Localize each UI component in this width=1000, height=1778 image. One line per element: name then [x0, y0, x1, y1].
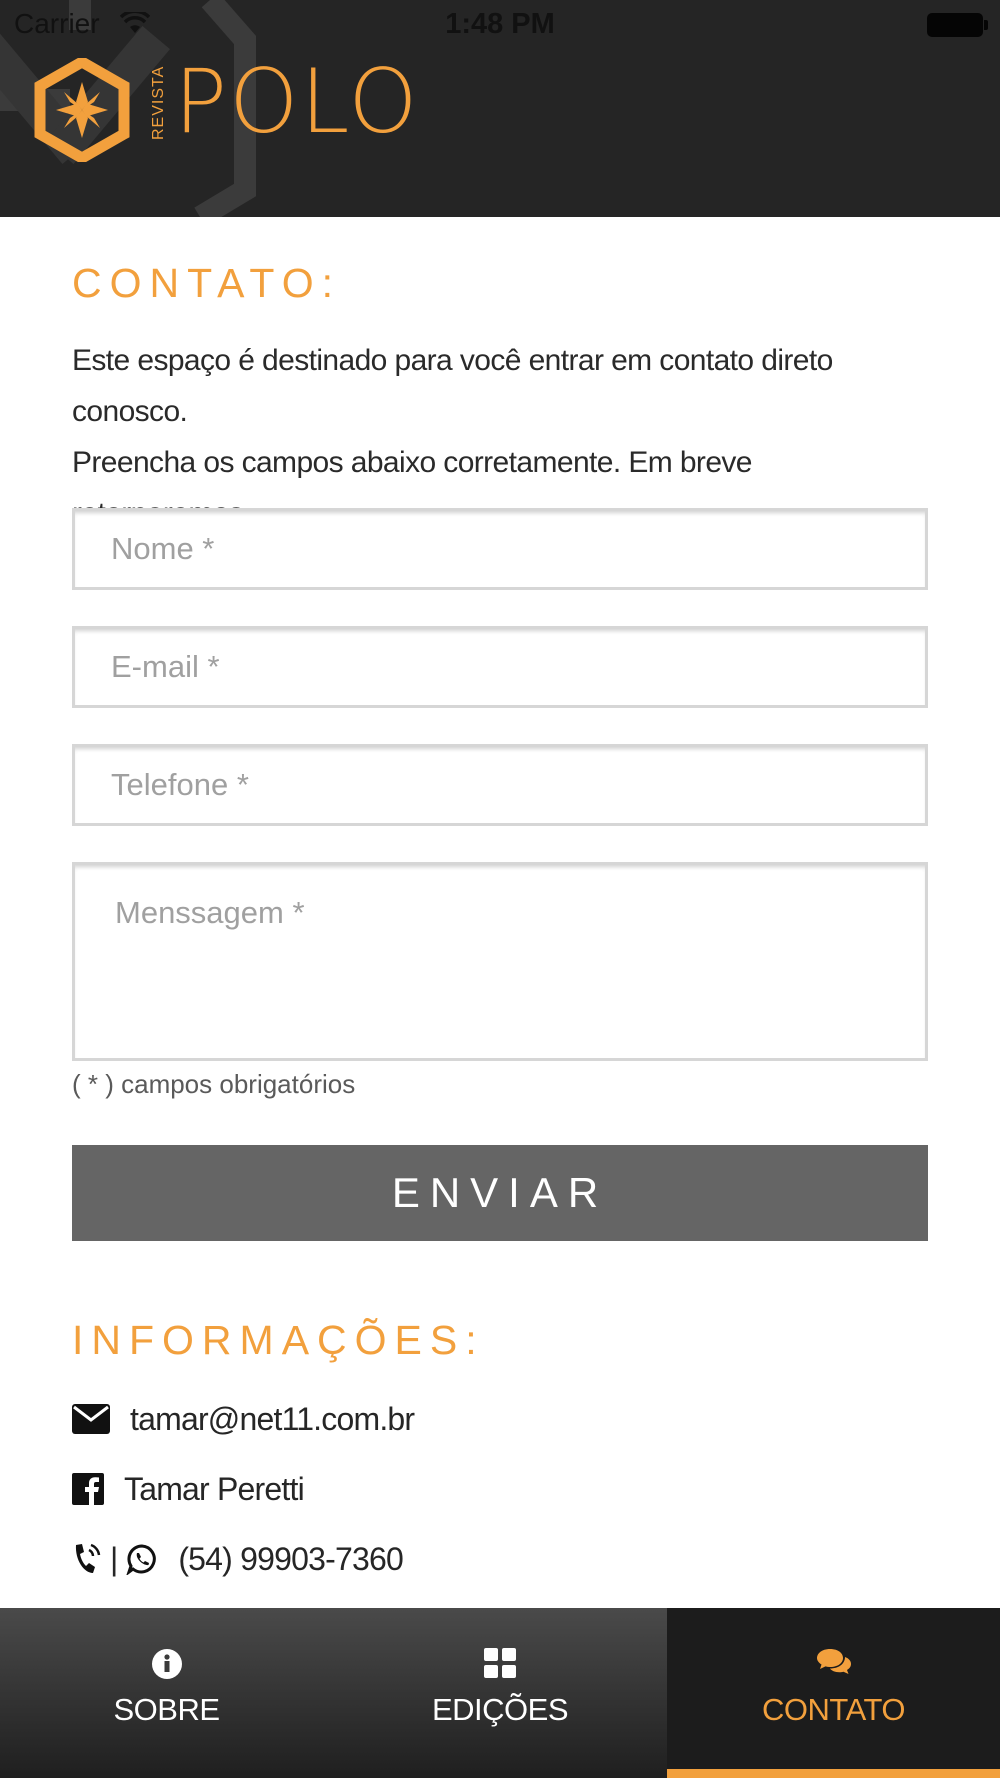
info-title: INFORMAÇÕES:: [72, 1317, 485, 1363]
battery-icon: [927, 13, 983, 37]
logo-small-text: REVISTA: [150, 65, 167, 140]
envelope-icon: [72, 1404, 110, 1434]
message-field[interactable]: [72, 862, 928, 1061]
tab-sobre[interactable]: [0, 1608, 333, 1778]
carrier-label: Carrier: [14, 8, 100, 39]
intro-line-1: Este espaço é destinado para você entrar em contato direto conosco.: [72, 344, 833, 428]
tab-edicoes[interactable]: [333, 1608, 667, 1778]
info-facebook-row[interactable]: [72, 1467, 304, 1511]
clock: 1:48 PM: [445, 8, 555, 40]
info-icon: [151, 1648, 183, 1680]
phone-field[interactable]: [72, 744, 928, 826]
tab-bar: [0, 1608, 1000, 1778]
tab-edicoes-label: EDIÇÕES: [431, 1692, 569, 1727]
contact-title: CONTATO:: [72, 260, 341, 306]
logo-hexagon-icon: [34, 58, 130, 162]
phone-separator: |: [110, 1540, 119, 1577]
app-header: [0, 0, 1000, 217]
whatsapp-icon: [126, 1543, 158, 1575]
chat-icon: [816, 1648, 852, 1678]
info-email-row[interactable]: [72, 1397, 414, 1441]
logo-title: POLO: [174, 50, 420, 153]
tab-contato[interactable]: [667, 1608, 1000, 1778]
status-bar: [0, 0, 1000, 50]
tab-contato-label: CONTATO: [762, 1692, 905, 1727]
info-phone-row[interactable]: [72, 1537, 403, 1581]
phone-icon: [72, 1542, 102, 1576]
email-field[interactable]: [72, 626, 928, 708]
battery-tip: [984, 20, 988, 30]
info-phone: (54) 99903-7360: [178, 1540, 403, 1577]
facebook-icon: [72, 1473, 104, 1505]
tab-sobre-label: SOBRE: [113, 1692, 220, 1727]
name-field[interactable]: [72, 508, 928, 590]
send-button[interactable]: ENVIAR: [72, 1145, 928, 1241]
grid-icon: [484, 1648, 516, 1678]
info-email: tamar@net11.com.br: [130, 1400, 415, 1437]
required-note: ( * ) campos obrigatórios: [72, 1069, 356, 1099]
active-tab-indicator: [667, 1769, 1000, 1778]
intro-line-2: Preencha os campos abaixo corretamente. Em breve: [72, 446, 752, 479]
info-facebook: Tamar Peretti: [124, 1470, 304, 1507]
